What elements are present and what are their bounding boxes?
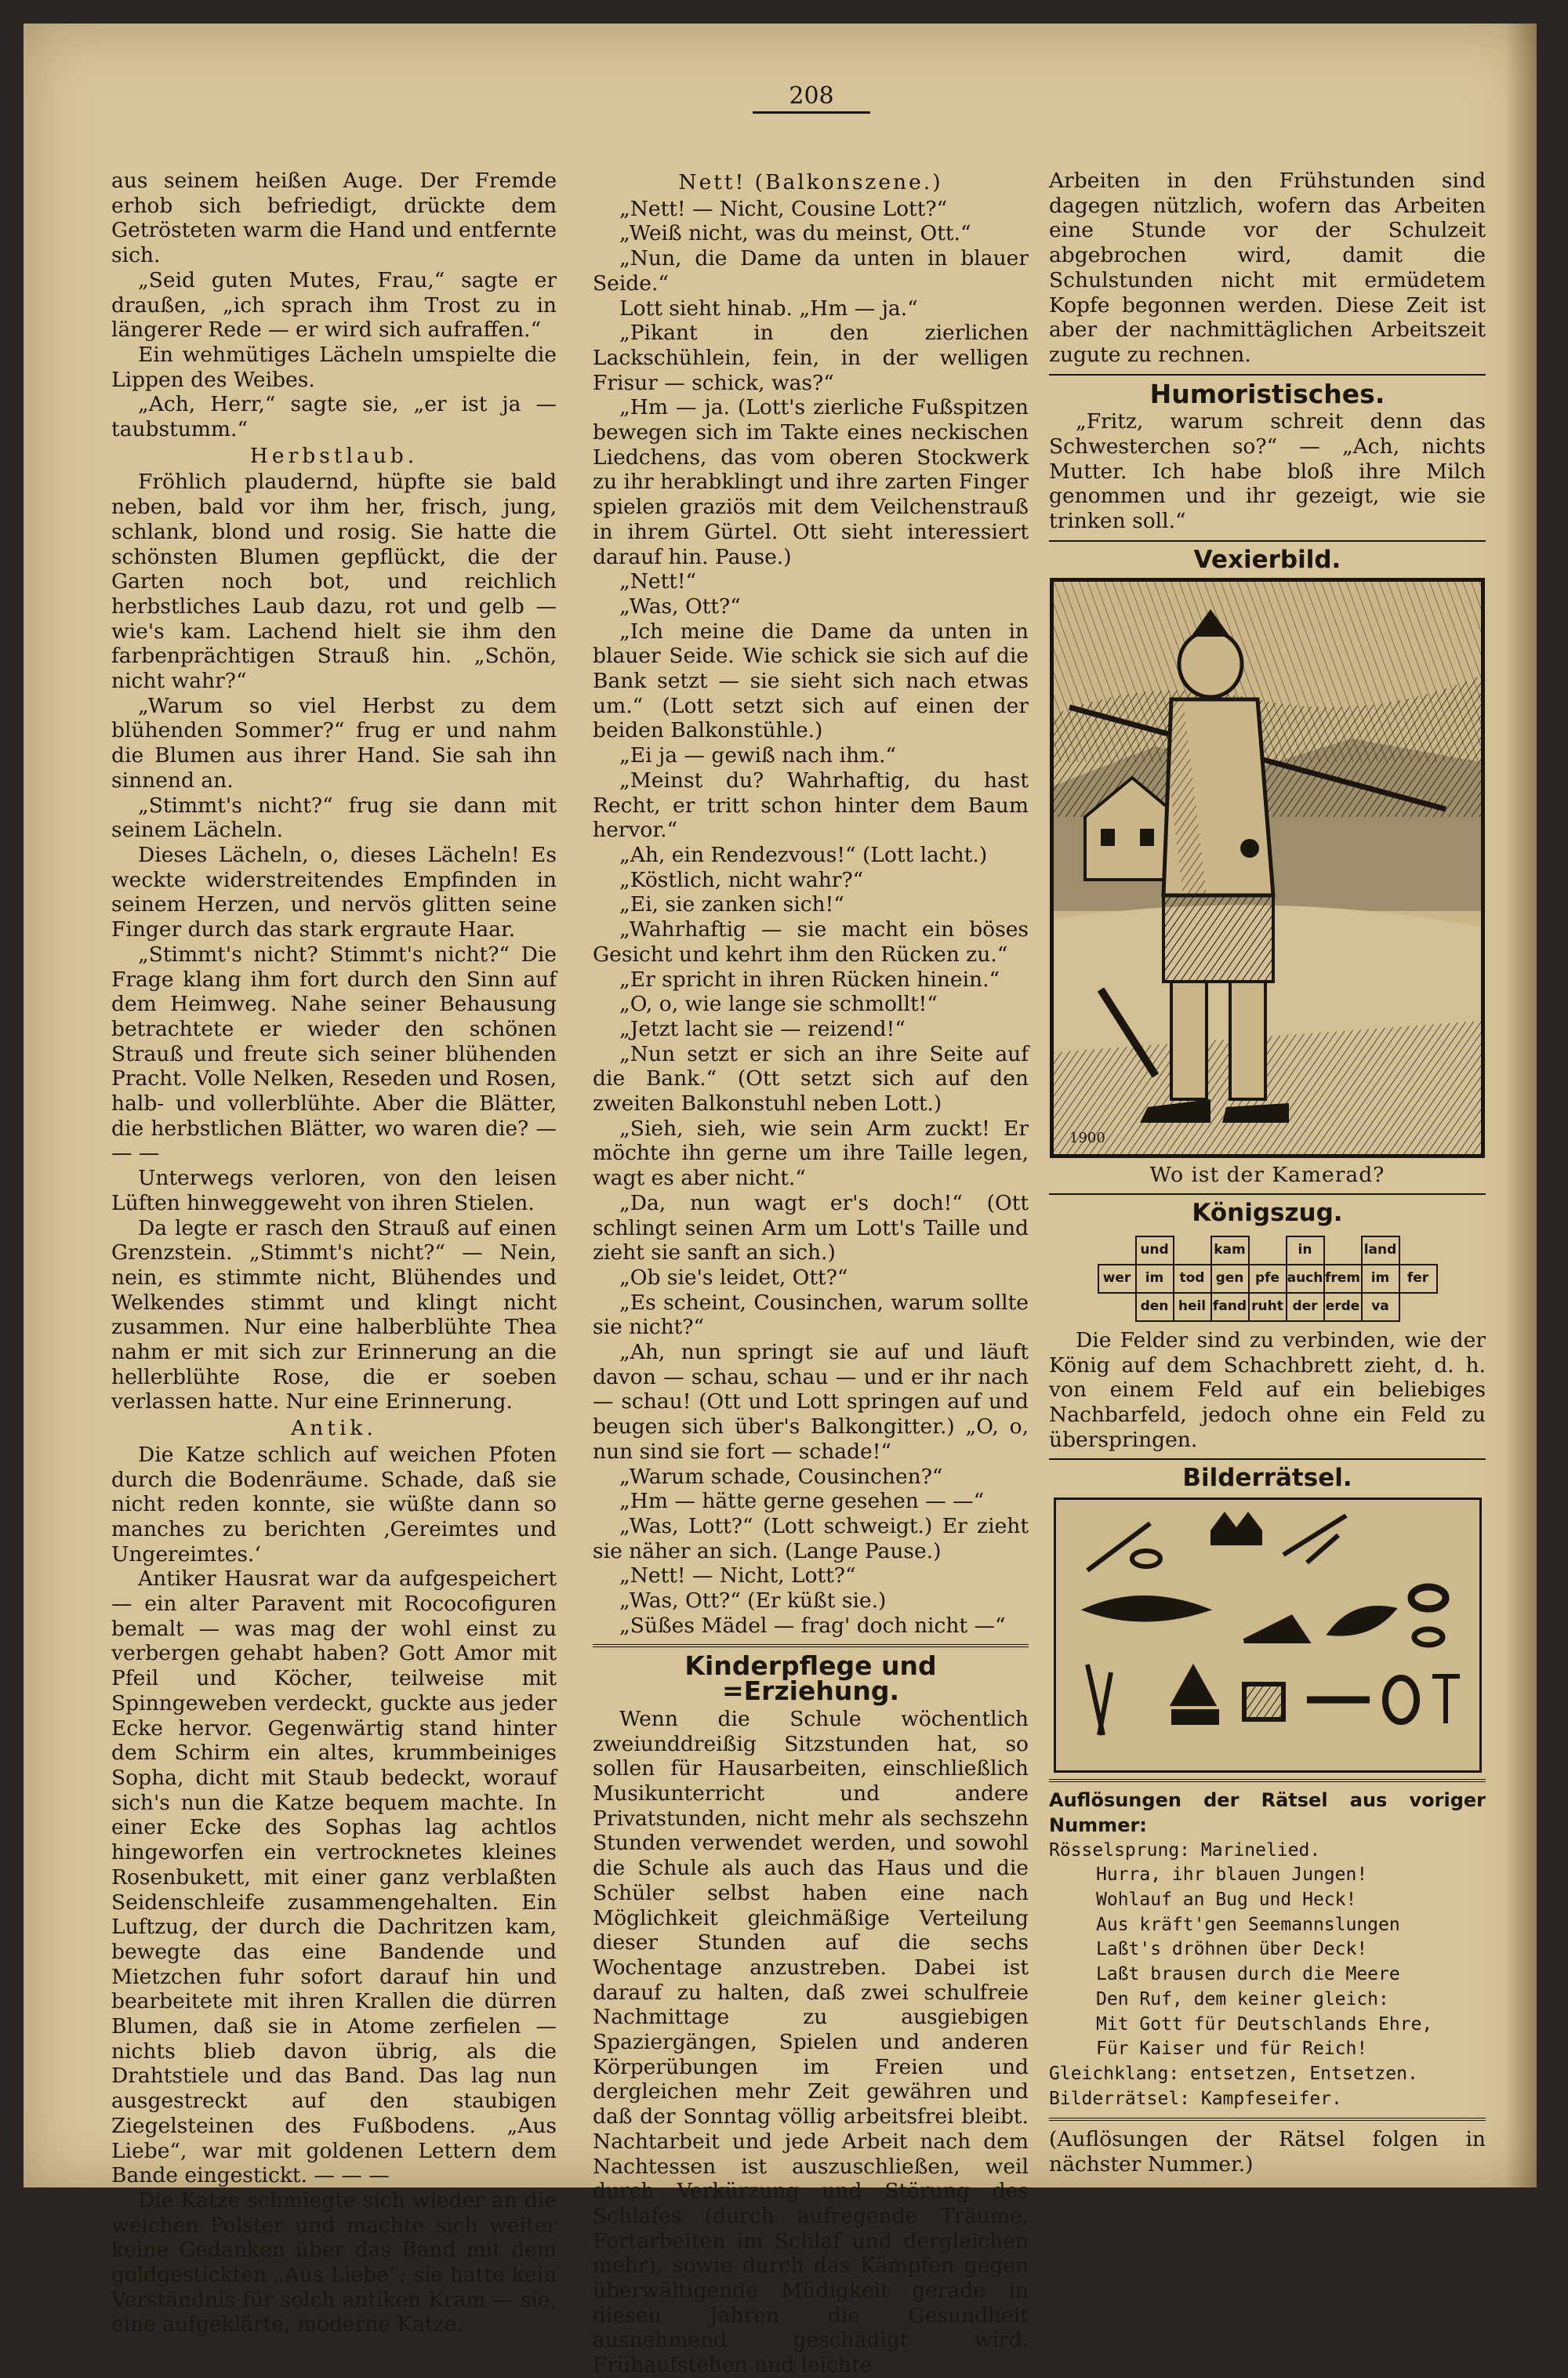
dialogue-line: „Hm — ja. (Lott's zierliche Fußspitzen bewegen sich im Takte eines neckischen Liedchens, das vom oberen Stockwerk zu ihr herabklingt und ihre zarten Finger spielen graziös mit dem Veilchenstrauß in ihrem Gürtel. Ott sieht interessiert darauf hin. Pause.) bbox=[593, 395, 1029, 569]
rebus-illustration bbox=[1056, 1500, 1479, 1770]
paragraph: Da legte er rasch den Strauß auf einen Grenzstein. „Stimmt's nicht?“ — Nein, nein, es stimmte nicht, Blühendes und Welkendes stimmt und klingt nicht zusammen. Nur eine halberblühte Thea nahm er mit sich zur Erinnerung an die hellerblühte Rose, die er soeben verlassen hatte. Nur eine Erinnerung. bbox=[111, 1215, 557, 1414]
board-cell: land bbox=[1362, 1236, 1399, 1265]
dialogue-line: „Was, Lott?“ (Lott schweigt.) Er zieht sie näher an sich. (Lange Pause.) bbox=[593, 1513, 1029, 1563]
solution-line: Gleichklang: entsetzen, Entsetzen. bbox=[1049, 2063, 1418, 2084]
paragraph: Dieses Lächeln, o, dieses Lächeln! Es weckte widerstreitendes Empfinden in seinem Herzen, und nervös glitten seine Finger durch das stark ergraute Haar. bbox=[111, 842, 557, 942]
paragraph: Antiker Hausrat war da aufgespeichert — ein alter Paravent mit Rococofiguren bemalt — was mag der wohl einst zu verbergen gehabt haben? Gott Amor mit Pfeil und Köcher, teilweise mit Spinngeweben verdeckt, guckte aus jeder Ecke hervor. Gegenwärtig stand hinter dem Schirm ein altes, krummbeiniges Sopha, dicht mit Staub bedeckt, worauf sich's nun die Katze bequem machte. In einer Ecke des Sophas lag achtlos hingeworfen ein vertrocknetes kleines Rosenbukett, mit einer ganz verblaßten Seidenschleife zusammengehalten. Ein Luftzug, der durch die Dachritzen kam, bewegte das eine Bandende und Mietzchen fuhr sofort darauf hin und bearbeitete mit ihren Krallen die dürren Blumen, daß sie in Atome zerfielen — nichts blieb davon übrig, als die Drahtstiele und das Band. Das lag nun ausgestreckt auf den staubigen Ziegelsteinen des Fußbodens. „Aus Liebe“, war mit goldenen Lettern dem Bande eingestickt. — — — bbox=[111, 1567, 557, 2188]
page-edge-shadow bbox=[1505, 24, 1537, 2187]
solution-line: Wohlauf an Bug und Heck! bbox=[1096, 1889, 1357, 1910]
section-divider bbox=[1049, 1193, 1486, 1195]
heading-koenigszug: Königszug. bbox=[1192, 1199, 1343, 1228]
board-row-top bbox=[1098, 1236, 1437, 1265]
paragraph: Ein wehmütiges Lächeln umspielte die Lippen des Weibes. bbox=[111, 342, 557, 392]
dialogue-line: „Köstlich, nicht wahr?“ bbox=[619, 867, 864, 892]
page-number: 208 bbox=[753, 82, 870, 114]
board-cell: den bbox=[1136, 1293, 1174, 1321]
section-divider bbox=[593, 1644, 1029, 1647]
dialogue-line: „Nun setzt er sich an ihre Seite auf die Bank.“ (Ott setzt sich auf den zweiten Balkonstuhl neben Lott.) bbox=[593, 1041, 1029, 1116]
dialogue-line: „Ei ja — gewiß nach ihm.“ bbox=[619, 743, 897, 768]
board-cell: fer bbox=[1399, 1265, 1437, 1293]
paragraph: „Stimmt's nicht?“ frug sie dann mit seinem Lächeln. bbox=[111, 793, 557, 843]
solution-line: Laßt brausen durch die Meere bbox=[1096, 1964, 1400, 1985]
paragraph: Unterwegs verloren, von den leisen Lüften hinweggeweht von ihren Stielen. bbox=[111, 1166, 557, 1215]
paragraph: Arbeiten in den Frühstunden sind dagegen nützlich, wofern das Arbeiten eine Stunde vor der Schulzeit abgebrochen wird, damit die Schulstunden nicht mit ermüdetem Kopfe begonnen werden. Diese Zeit ist aber der nachmittäglichen Arbeitszeit zugute zu rechnen. bbox=[1049, 169, 1486, 367]
dialogue-block bbox=[593, 197, 1029, 1639]
koenigszug-board bbox=[1098, 1236, 1438, 1322]
paragraph: aus seinem heißen Auge. Der Fremde erhob sich befriedigt, drückte dem Getrösteten warm die Hand und entfernte sich. bbox=[111, 169, 557, 268]
dialogue-line: „Nun, die Dame da unten in blauer Seide.“ bbox=[593, 246, 1029, 296]
paragraph: Die Katze schmiegte sich wieder an die weichen Polster und machte sich weiter keine Gedanken über das Band mit dem goldgestickten „Aus Liebe“; sie hatte kein Verständnis für solch antiken Kram — sie, eine aufgeklärte, moderne Katze. bbox=[111, 2187, 557, 2337]
board-cell: erde bbox=[1324, 1293, 1362, 1321]
board-cell: frem bbox=[1324, 1265, 1362, 1293]
dialogue-line: „Es scheint, Cousinchen, warum sollte sie nicht?“ bbox=[593, 1290, 1029, 1340]
solution-line: Für Kaiser und für Reich! bbox=[1096, 2039, 1368, 2060]
vexier-caption: Wo ist der Kamerad? bbox=[1149, 1162, 1385, 1187]
dialogue-line: „Warum schade, Cousinchen?“ bbox=[619, 1464, 943, 1489]
paragraph: „Seid guten Mutes, Frau,“ sagte er draußen, „ich sprach ihm Trost zu in längerer Rede — er wird sich aufraffen.“ bbox=[111, 267, 557, 343]
board-cell: tod bbox=[1174, 1265, 1211, 1293]
dialogue-line: „Ob sie's leidet, Ott?“ bbox=[619, 1265, 848, 1290]
dialogue-line: „Wahrhaftig — sie macht ein böses Gesicht und kehrt ihm den Rücken zu.“ bbox=[593, 917, 1029, 967]
board-cell: wer bbox=[1098, 1265, 1136, 1293]
section-divider bbox=[1049, 2118, 1486, 2121]
paragraph: Die Felder sind zu verbinden, wie der König auf dem Schachbrett zieht, d. h. von einem Feld auf ein beliebiges Nachbarfeld, jedoch ohne ein Feld zu überspringen. bbox=[1049, 1327, 1486, 1452]
board-cell: in bbox=[1287, 1236, 1324, 1265]
board-cell: der bbox=[1287, 1293, 1324, 1321]
paragraph: „Stimmt's nicht? Stimmt's nicht?“ Die Frage klang ihm fort durch den Sinn auf dem Heimweg. Nahe seiner Behausung betrachtete er wieder den schönen Strauß und freute sich seiner blühenden Pracht. Volle Nelken, Reseden und Rosen, halb- und vollerblühte. Aber die Blätter, die herbstlichen Blätter, wo waren die? — — — bbox=[111, 942, 557, 1166]
solution-line: Aus kräft'gen Seemannslungen bbox=[1096, 1914, 1400, 1935]
board-row-bottom bbox=[1098, 1293, 1437, 1321]
board-cell: im bbox=[1136, 1265, 1174, 1293]
column-right bbox=[1049, 169, 1486, 2177]
solution-line: Rösselsprung: Marinelied. bbox=[1049, 1839, 1321, 1861]
section-divider bbox=[1049, 1458, 1486, 1460]
dialogue-line: „Nett! — Nicht, Lott?“ bbox=[619, 1563, 856, 1588]
dialogue-line: „Was, Ott?“ (Er küßt sie.) bbox=[619, 1588, 887, 1614]
dialogue-line: „Süßes Mädel — frag' doch nicht —“ bbox=[619, 1613, 1006, 1638]
column-left bbox=[111, 169, 557, 2337]
paragraph: „Fritz, warum schreit denn das Schwesterchen so?“ — „Ach, nichts Mutter. Ich habe bloß ihre Milch genommen und ihr gezeigt, wie sie trinken soll.“ bbox=[1049, 409, 1486, 534]
solution-line: Hurra, ihr blauen Jungen! bbox=[1096, 1864, 1368, 1886]
board-cell: und bbox=[1136, 1236, 1174, 1265]
solutions-block bbox=[1049, 1839, 1486, 2112]
section-divider bbox=[1049, 1779, 1486, 1782]
dialogue-line: „Da, nun wagt er's doch!“ (Ott schlingt seinen Arm um Lott's Taille und zieht sie sanft an sich.) bbox=[593, 1190, 1029, 1265]
section-divider bbox=[1049, 374, 1486, 376]
board-cell: kam bbox=[1211, 1236, 1249, 1265]
dialogue-line: „Er spricht in ihren Rücken hinein.“ bbox=[619, 967, 1000, 992]
board-row-middle bbox=[1098, 1265, 1437, 1293]
dialogue-line: Lott sieht hinab. „Hm — ja.“ bbox=[619, 296, 918, 321]
solution-line: Den Ruf, dem keiner gleich: bbox=[1096, 1988, 1389, 2010]
heading-kinderpflege: Kinderpflege und =Erziehung. bbox=[684, 1650, 937, 1707]
paragraph: Die Katze schlich auf weichen Pfoten durch die Bodenräume. Schade, daß sie nicht reden konnte, sie wüßte dann so manches zu berichten ‚Gereimtes und Ungereimtes.‘ bbox=[111, 1442, 557, 1567]
heading-nett: Nett! (Balkonszene.) bbox=[678, 170, 943, 194]
heading-humoristisches: Humoristisches. bbox=[1149, 378, 1385, 409]
dialogue-line: „Nett! — Nicht, Cousine Lott?“ bbox=[619, 196, 948, 221]
solution-line: Mit Gott für Deutschlands Ehre, bbox=[1096, 2013, 1433, 2035]
dialogue-line: „Ich meine die Dame da unten in blauer Seide. Wie schick sie sich auf die Bank setzt — sie sieht sich nach etwas um.“ (Lott setzt sich auf einen der beiden Balkonstühle.) bbox=[593, 619, 1029, 743]
dialogue-line: „Pikant in den zierlichen Lackschühlein, fein, in der welligen Frisur — schick, was?“ bbox=[593, 321, 1029, 395]
board-cell: heil bbox=[1174, 1293, 1211, 1321]
paragraph: Wenn die Schule wöchentlich zweiunddreißig Sitzstunden hat, so sollen für Hausarbeiten, einschließlich Musikunterricht und andere Privatstunden, nicht mehr als sechszehn Stunden verwendet werden, und sowohl die Schule als auch das Haus und die Schüler selbst haben eine nach Möglichkeit gleichmäßige Verteilung dieser Stunden auf die sechs Wochentage anzustreben. Dabei ist darauf zu halten, daß zwei schulfreie Nachmittage zu ausgiebigen Spaziergängen, Spielen und anderen Körperübungen im Freien und dergleichen mehr Zeit gewähren und daß der Sonntag völlig arbeitsfrei bleibt. Nachtarbeit und jede Arbeit nach dem Nachtessen ist auszuschließen, weil durch Verkürzung und Störung des Schlafes (durch aufregende Träume, Fortarbeiten im Schlaf und dergleichen mehr), sowie durch das Kämpfen gegen überwältigende Müdigkeit gerade in diesen Jahren die Gesundheit ausnehmend geschädigt wird. Frühaufstehen und leichte bbox=[593, 1706, 1029, 2378]
vexier-mark: 1900 bbox=[1069, 1129, 1105, 1146]
paragraph: „Warum so viel Herbst zu dem blühenden Sommer?“ frug er und nahm die Blumen aus ihrer Hand. Sie sah ihn sinnend an. bbox=[111, 693, 557, 793]
column-middle bbox=[593, 169, 1029, 2378]
dialogue-line: „Ah, nun springt sie auf und läuft davon — schau, schau — und er ihr nach — schau! (Ott und Lott springen auf und beugen sich über's Balkongitter.) „O, o, nun sind sie fort — schade!“ bbox=[593, 1340, 1029, 1464]
board-cell: gen bbox=[1211, 1265, 1249, 1293]
footer-note: (Auflösungen der Rätsel folgen in nächster Nummer.) bbox=[1049, 2127, 1486, 2177]
board-cell: auch bbox=[1287, 1265, 1324, 1293]
board-cell: im bbox=[1362, 1265, 1399, 1293]
board-cell: pfe bbox=[1249, 1265, 1287, 1293]
board-cell: va bbox=[1362, 1293, 1399, 1321]
dialogue-line: „Jetzt lacht sie — reizend!“ bbox=[619, 1016, 906, 1041]
dialogue-line: „O, o, wie lange sie schmollt!“ bbox=[619, 992, 938, 1017]
heading-bilderraetsel: Bilderrätsel. bbox=[1182, 1464, 1352, 1493]
dialogue-line: „Ei, sie zanken sich!“ bbox=[619, 892, 844, 917]
solutions-heading: Auflösungen der Rätsel aus voriger Nummer: bbox=[1049, 1789, 1486, 1836]
paragraph: Fröhlich plaudernd, hüpfte sie bald neben, bald vor ihm her, frisch, jung, schlank, blond und rosig. Sie hatte die schönsten Blumen gepflückt, die der Garten noch bot, und reichlich herbstliches Laub dazu, rot und gelb — wie's kam. Lachend hielt sie ihm den farbenprächtigen Strauß hin. „Schön, nicht wahr?“ bbox=[111, 470, 557, 694]
paragraph: „Ach, Herr,“ sagte sie, „er ist ja — taubstumm.“ bbox=[111, 392, 557, 442]
dialogue-line: „Meinst du? Wahrhaftig, du hast Recht, er tritt schon hinter dem Baum hervor.“ bbox=[593, 768, 1029, 843]
rebus-picture bbox=[1054, 1498, 1482, 1773]
heading-herbstlaub: Herbstlaub. bbox=[249, 443, 419, 468]
dialogue-line: „Nett!“ bbox=[619, 569, 697, 594]
vexier-picture bbox=[1050, 578, 1485, 1158]
board-cell: fand bbox=[1211, 1293, 1249, 1321]
dialogue-line: „Weiß nicht, was du meinst, Ott.“ bbox=[619, 221, 971, 246]
solution-line: Laßt's dröhnen über Deck! bbox=[1096, 1939, 1368, 1960]
dialogue-line: „Ah, ein Rendezvous!“ (Lott lacht.) bbox=[619, 842, 988, 867]
dialogue-line: „Sieh, sieh, wie sein Arm zuckt! Er möchte ihn gerne um ihre Taille legen, wagt es aber nicht.“ bbox=[593, 1116, 1029, 1191]
heading-antik: Antik. bbox=[291, 1416, 377, 1441]
woodcut-illustration bbox=[1054, 582, 1481, 1154]
solution-line: Bilderrätsel: Kampfeseifer. bbox=[1049, 2088, 1342, 2109]
heading-vexierbild: Vexierbild. bbox=[1193, 545, 1341, 574]
board-cell: ruht bbox=[1249, 1293, 1287, 1321]
dialogue-line: „Was, Ott?“ bbox=[619, 594, 741, 619]
section-divider bbox=[1049, 540, 1486, 542]
dialogue-line: „Hm — hätte gerne gesehen — —“ bbox=[619, 1489, 985, 1514]
